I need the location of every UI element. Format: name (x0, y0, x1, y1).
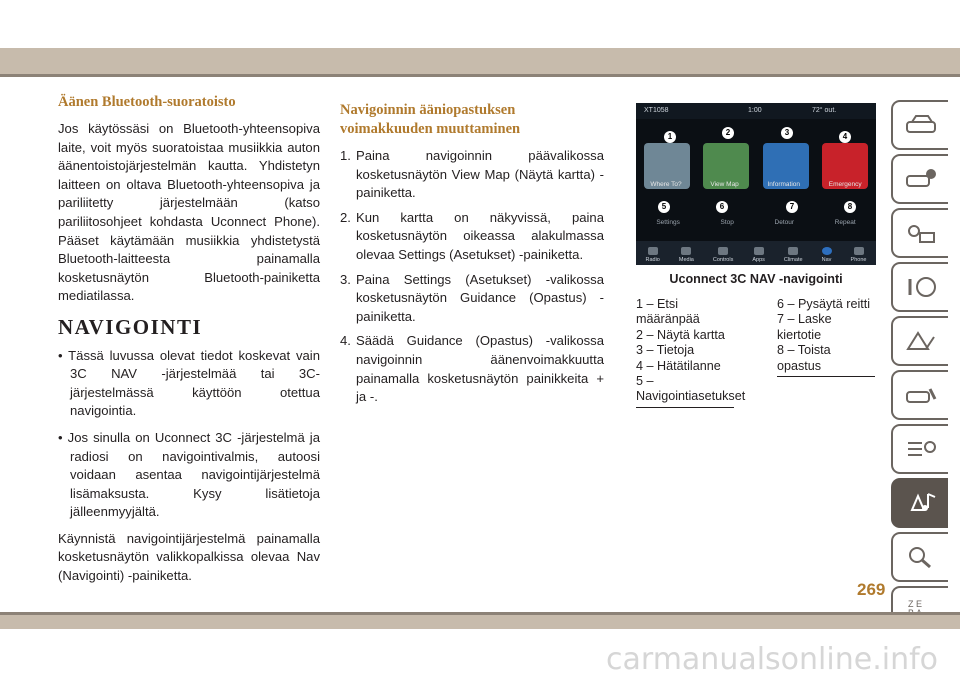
search-icon (904, 545, 938, 569)
apps-icon (754, 247, 764, 255)
nav-icon-labels (636, 181, 876, 188)
tab-search[interactable] (891, 532, 948, 582)
menu-repeat: Repeat (834, 219, 856, 226)
header-rule (0, 74, 960, 77)
bt-heading: Äänen Bluetooth-suoratoisto (58, 94, 236, 110)
callout-8: 8 (844, 201, 856, 213)
bt-paragraph: Jos käytössäsi on Bluetooth-yhteensopiva laite, voit myös suoratoistaa musiikkia auton äänentoistojärjestelmän kautta. Yhdistetyn laitteen on oltava Bluetooth-yhteensopiva ja pariliitetty järjestelmään (katso pariliitosohjeet kohdasta Uconnect Phone). Pääset käytämään musiikkia yhdistetystä Bluetooth-laitteesta painamalla kosketusnäytön Bluetooth-painiketta mediatilassa. (58, 121, 320, 304)
tab-emergency[interactable] (891, 370, 948, 420)
label-emergency: Emergency (828, 181, 862, 188)
callout-6: 6 (716, 201, 728, 213)
label-information: Information (767, 181, 801, 188)
chapter-tabs (891, 100, 948, 640)
controls-icon (718, 247, 728, 255)
tab-service[interactable] (891, 424, 948, 474)
svg-text:Z E: Z E (907, 599, 922, 609)
car-wrench-icon (904, 383, 938, 407)
tab-car-info[interactable] (891, 154, 948, 204)
car-icon (904, 113, 938, 137)
phone-icon (854, 247, 864, 255)
bar-controls: Controls (713, 241, 733, 265)
screen-status-bar (636, 103, 876, 119)
tab-driving[interactable] (891, 316, 948, 366)
screen-code: XT1058 (644, 107, 669, 114)
media-icon (681, 247, 691, 255)
car-info-icon (904, 167, 938, 191)
volume-heading: Navigoinnin ääniopastuksen voimakkuuden muuttaminen (340, 102, 521, 137)
legend-left: 1 – Etsi määränpää 2 – Näytä kartta 3 – Tietoja 4 – Hätätilanne 5 – Navigointiasetukset (636, 297, 734, 408)
footer-band (0, 615, 960, 629)
page-number: 269 (857, 580, 886, 599)
label-where-to: Where To? (650, 181, 682, 188)
nav-heading: NAVIGOINTI (58, 314, 203, 339)
step-item: 1. Paina navigoinnin päävalikossa kosketusnäytön View Map (Näytä kartta) -painiketta. (340, 148, 604, 201)
callout-4: 4 (839, 131, 851, 143)
warning-road-icon (904, 329, 938, 353)
checklist-gear-icon (904, 437, 938, 461)
figure-caption: Uconnect 3C NAV -navigointi (669, 272, 843, 286)
middle-column (340, 101, 604, 413)
tab-car-overview[interactable] (891, 100, 948, 150)
music-note-icon (904, 490, 938, 516)
radio-icon (648, 247, 658, 255)
tab-dashboard[interactable] (891, 208, 948, 258)
screen-menu-bar (636, 241, 876, 265)
step-item: 2. Kun kartta on näkyvissä, paina kosketusnäytön oikeassa alakulmassa olevaa Settings (Asetukset) -painiketta. (340, 209, 604, 262)
step-item: 3. Paina Settings (Asetukset) -valikossa kosketusnäytön Guidance (Opastus) -painiketta. (340, 271, 604, 324)
watermark: carmanualsonline.info (0, 629, 960, 678)
steering-wheel-icon (904, 275, 938, 299)
left-column (58, 93, 320, 596)
bullet-item: • Jos sinulla on Uconnect 3C -järjestelmä ja radiosi on navigointivalmis, autoosi voidaan asentaa navigointijärjestelmä lisämaksusta. Kysy lisätietoja jälleenmyyjältä. (58, 429, 320, 520)
tab-safety[interactable] (891, 262, 948, 312)
callout-2: 2 (722, 127, 734, 139)
final-paragraph: Käynnistä navigointijärjestelmä painamalla kosketusnäytön valikkopalkissa olevaa Nav (Navigointi) -painiketta. (58, 530, 320, 584)
bar-nav: Nav (822, 241, 832, 265)
bar-apps: Apps (752, 241, 765, 265)
screen-time: 1:00 (748, 107, 762, 114)
callout-3: 3 (781, 127, 793, 139)
light-mail-icon (904, 221, 938, 245)
legend-right: 6 – Pysäytä reitti 7 – Laske kiertotie 8 – Toista opastus (777, 297, 875, 377)
bar-radio: Radio (646, 241, 660, 265)
callout-1: 1 (664, 131, 676, 143)
header-band (0, 48, 960, 74)
tab-multimedia[interactable] (891, 478, 948, 528)
bar-media: Media (679, 241, 694, 265)
bar-climate: Climate (784, 241, 803, 265)
callout-5: 5 (658, 201, 670, 213)
callout-7: 7 (786, 201, 798, 213)
bullet-item: • Tässä luvussa olevat tiedot koskevat vain 3C NAV -järjestelmää tai 3C-järjestelmässä käyttöön otettua navigointia. (58, 347, 320, 419)
nav-screenshot (636, 103, 876, 265)
screen-temp: 72° out. (812, 107, 837, 114)
nav-icon (822, 247, 832, 255)
climate-icon (788, 247, 798, 255)
step-item: 4. Säädä Guidance (Opastus) -valikossa navigoinnin äänenvoimakkuutta painamalla kosketusnäytön painikkeita + ja -. (340, 333, 604, 405)
bar-phone: Phone (851, 241, 867, 265)
menu-settings: Settings (656, 219, 680, 226)
nav-menu-row (636, 219, 876, 226)
menu-stop: Stop (720, 219, 734, 226)
menu-detour: Detour (774, 219, 795, 226)
top-margin (0, 0, 960, 48)
label-view-map: View Map (710, 181, 739, 188)
